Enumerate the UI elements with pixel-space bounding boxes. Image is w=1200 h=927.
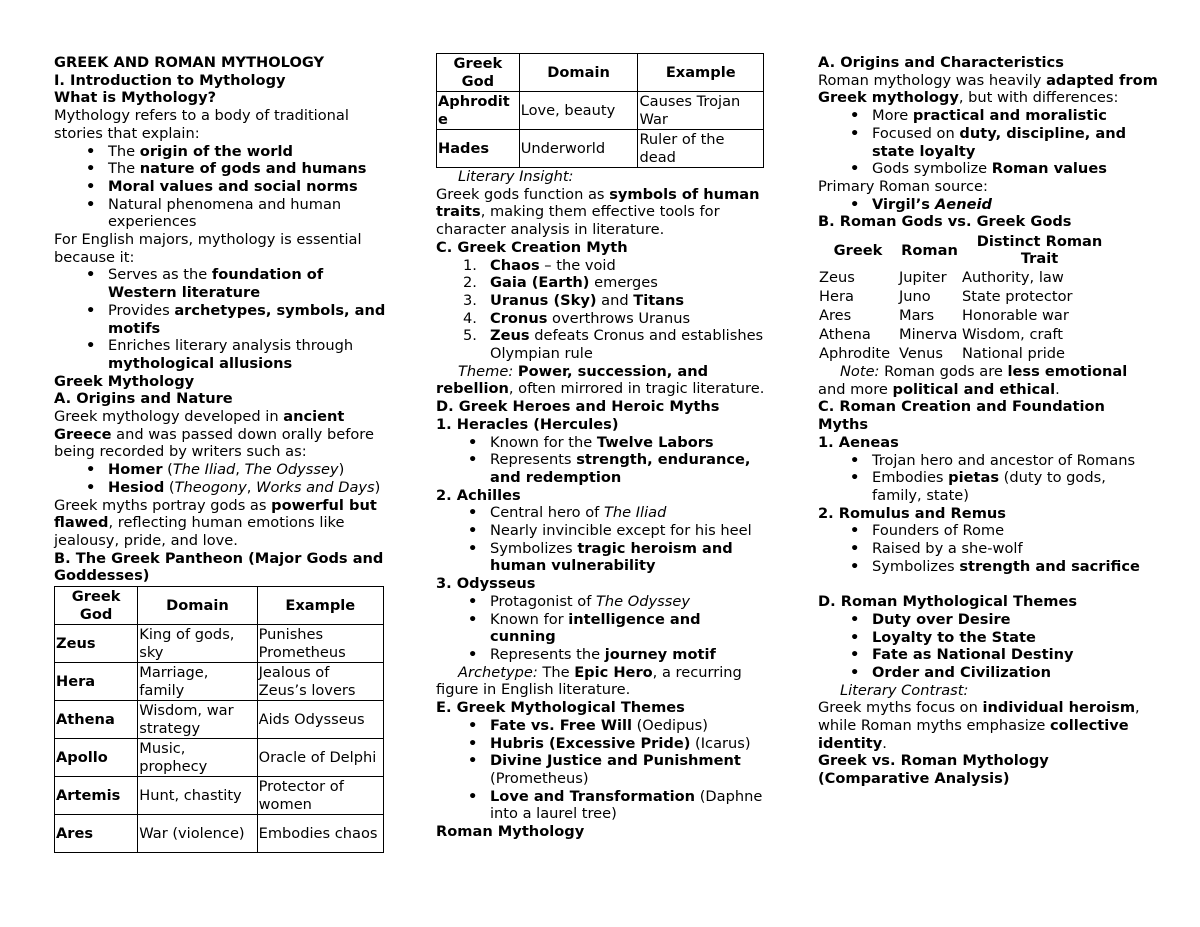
table-cell: Minerva xyxy=(899,326,958,344)
aeneas-heading: 1. Aeneas xyxy=(818,433,899,451)
what-heading: What is Mythology? xyxy=(54,89,217,107)
table-cell: Hera xyxy=(55,663,138,701)
heroes-heading: D. Greek Heroes and Heroic Myths xyxy=(436,398,720,416)
list-item: • Provides archetypes, symbols, and motifs xyxy=(54,302,390,337)
list-item: • Raised by a she-wolf xyxy=(818,540,1158,558)
pantheon-table xyxy=(54,586,384,853)
table-row xyxy=(55,739,384,777)
table-cell: Athena xyxy=(55,701,138,739)
table-cell: Wisdom, war strategy xyxy=(138,701,257,739)
list-item: • Represents strength, endurance, and redemption xyxy=(436,451,768,486)
romulus-heading: 2. Romulus and Remus xyxy=(818,504,1006,522)
essential-list xyxy=(54,266,390,372)
list-item: • Virgil’s Aeneid xyxy=(818,196,1158,214)
list-item: • Embodies pietas (duty to gods, family, state) xyxy=(818,469,1158,504)
table-row xyxy=(818,287,1118,306)
column-1 xyxy=(54,54,390,853)
table-header-row xyxy=(55,587,384,625)
source-list xyxy=(818,196,1158,214)
table-row xyxy=(55,701,384,739)
table-row xyxy=(437,130,764,168)
list-item: • Symbolizes tragic heroism and human vulnerability xyxy=(436,540,768,575)
themes-list xyxy=(436,717,768,823)
themes-heading: E. Greek Mythological Themes xyxy=(436,699,685,717)
table-row xyxy=(55,625,384,663)
table-header: Greek God xyxy=(437,54,520,92)
list-item: 1. Chaos – the void xyxy=(463,256,616,274)
list-item: • The origin of the world xyxy=(54,143,390,161)
table-row xyxy=(437,92,764,130)
list-item: • Trojan hero and ancestor of Romans xyxy=(818,452,1158,470)
list-item: 4. Cronus overthrows Uranus xyxy=(463,309,691,327)
archetype-text: Archetype: The Epic Hero, a recurring figure in English literature. xyxy=(436,663,742,699)
table-cell: Ares xyxy=(819,307,852,325)
table-row xyxy=(55,663,384,701)
table-header: Example xyxy=(638,54,764,92)
list-item: • Order and Civilization xyxy=(818,664,1158,682)
roman-themes-heading: D. Roman Mythological Themes xyxy=(818,593,1078,611)
aeneas-list xyxy=(818,452,1158,505)
list-item: • Duty over Desire xyxy=(818,611,1158,629)
list-item: • The nature of gods and humans xyxy=(54,160,390,178)
table-cell: Hera xyxy=(819,288,854,306)
table-row xyxy=(55,777,384,815)
intro-heading: I. Introduction to Mythology xyxy=(54,71,286,89)
roman-creation-heading: C. Roman Creation and Foundation Myths xyxy=(818,398,1105,434)
origins-heading: A. Origins and Nature xyxy=(54,390,233,408)
list-item: • Focused on duty, discipline, and state loyalty xyxy=(818,125,1158,160)
list-item: 3. Uranus (Sky) and Titans xyxy=(463,291,685,309)
table-cell: Aphrodite xyxy=(819,345,891,363)
pantheon-heading: B. The Greek Pantheon (Major Gods and Goddesses) xyxy=(54,549,384,585)
table-cell: Athena xyxy=(819,326,871,344)
table-cell: Ruler of the dead xyxy=(638,130,764,168)
table-header: Roman xyxy=(901,241,958,259)
roman-origins-heading: A. Origins and Characteristics xyxy=(818,54,1064,71)
heracles-heading: 1. Heracles (Hercules) xyxy=(436,415,619,433)
table-cell: Ares xyxy=(55,815,138,853)
table-cell: Artemis xyxy=(55,777,138,815)
contrast-text: Greek myths focus on individual heroism, while Roman myths emphasize collective identity. xyxy=(818,699,1140,752)
list-item: • Homer (The Iliad, The Odyssey) xyxy=(54,461,390,479)
list-item: • Known for the Twelve Labors xyxy=(436,434,768,452)
table-cell: Authority, law xyxy=(962,269,1064,287)
table-cell: Honorable war xyxy=(962,307,1069,325)
origins-text: Greek mythology developed in ancient Greece and was passed down orally before being recorded by writers such as: xyxy=(54,408,374,461)
portray-text: Greek myths portray gods as powerful but flawed, reflecting human emotions like jealousy, pride, and love. xyxy=(54,496,377,549)
list-item: • Represents the journey motif xyxy=(436,646,768,664)
pantheon-table-continued xyxy=(436,53,764,168)
list-item: • Gods symbolize Roman values xyxy=(818,160,1158,178)
greek-heading: Greek Mythology xyxy=(54,372,195,390)
roman-origins-text: Roman mythology was heavily adapted from Greek mythology, but with differences: xyxy=(818,71,1158,107)
odysseus-list xyxy=(436,593,768,664)
list-item: • Hubris (Excessive Pride) (Icarus) xyxy=(436,735,768,753)
explain-list xyxy=(54,143,390,232)
table-cell: Hunt, chastity xyxy=(138,777,257,815)
table-cell: Aphrodite xyxy=(437,92,520,130)
list-item: • More practical and moralistic xyxy=(818,107,1158,125)
table-cell: Zeus xyxy=(819,269,855,287)
table-cell: Marriage, family xyxy=(138,663,257,701)
table-row xyxy=(818,344,1118,363)
table-header-row xyxy=(437,54,764,92)
table-cell: Embodies chaos xyxy=(257,815,383,853)
list-item: • Fate as National Destiny xyxy=(818,646,1158,664)
table-cell: Mars xyxy=(899,307,935,325)
what-text: Mythology refers to a body of traditional stories that explain: xyxy=(54,107,349,142)
table-cell: Music, prophecy xyxy=(138,739,257,777)
list-item: • Fate vs. Free Will (Oedipus) xyxy=(436,717,768,735)
gods-comparison-table xyxy=(818,232,1118,363)
column-2 xyxy=(436,53,768,841)
table-cell: Hades xyxy=(437,130,520,168)
table-cell: Love, beauty xyxy=(519,92,638,130)
table-row xyxy=(818,268,1118,287)
list-item: • Natural phenomena and human experiences xyxy=(54,196,390,231)
list-item: • Protagonist of The Odyssey xyxy=(436,593,768,611)
table-cell: Jupiter xyxy=(899,269,947,287)
table-cell: Underworld xyxy=(519,130,638,168)
table-cell: Venus xyxy=(899,345,943,363)
table-cell: Zeus xyxy=(55,625,138,663)
list-item: • Symbolizes strength and sacrifice xyxy=(818,558,1158,576)
table-cell: Oracle of Delphi xyxy=(257,739,383,777)
table-cell: Aids Odysseus xyxy=(257,701,383,739)
table-header: Greek God xyxy=(55,587,138,625)
list-item: 2. Gaia (Earth) emerges xyxy=(463,274,658,292)
list-item: • Founders of Rome xyxy=(818,522,1158,540)
table-row xyxy=(818,325,1118,344)
list-item: 5. Zeus defeats Cronus and establishes Olympian rule xyxy=(463,327,764,363)
table-cell: Causes Trojan War xyxy=(638,92,764,130)
romulus-list xyxy=(818,522,1158,575)
table-header: Example xyxy=(257,587,383,625)
note-text: Note: Roman gods are less emotional and more political and ethical. xyxy=(818,363,1128,398)
roman-heading: Roman Mythology xyxy=(436,823,585,841)
roman-themes-list xyxy=(818,611,1158,682)
list-item: • Hesiod (Theogony, Works and Days) xyxy=(54,479,390,497)
table-cell: Wisdom, craft xyxy=(962,326,1064,344)
column-3 xyxy=(818,54,1158,788)
differences-list xyxy=(818,107,1158,178)
table-header: Greek xyxy=(833,241,883,259)
table-row xyxy=(818,306,1118,325)
list-item: • Divine Justice and Punishment (Prometheus) xyxy=(436,752,768,787)
document-title: GREEK AND ROMAN MYTHOLOGY xyxy=(54,54,325,71)
table-cell: National pride xyxy=(962,345,1066,363)
vs-heading: B. Roman Gods vs. Greek Gods xyxy=(818,213,1072,231)
table-cell: King of gods, sky xyxy=(138,625,257,663)
comparative-heading: Greek vs. Roman Mythology (Comparative Analysis) xyxy=(818,752,1049,788)
list-item: • Nearly invincible except for his heel xyxy=(436,522,768,540)
source-text: Primary Roman source: xyxy=(818,177,988,195)
list-item: • Loyalty to the State xyxy=(818,629,1158,647)
table-header: Distinct Roman Trait xyxy=(976,233,1103,268)
table-cell: Jealous of Zeus’s lovers xyxy=(257,663,383,701)
table-header: Domain xyxy=(138,587,257,625)
achilles-list xyxy=(436,504,768,575)
table-cell: Punishes Prometheus xyxy=(257,625,383,663)
heracles-list xyxy=(436,434,768,487)
table-header-row xyxy=(818,232,1118,268)
table-cell: War (violence) xyxy=(138,815,257,853)
list-item: • Enriches literary analysis through mythological allusions xyxy=(54,337,390,372)
achilles-heading: 2. Achilles xyxy=(436,486,521,504)
insight-label: Literary Insight: xyxy=(458,168,574,185)
english-text: For English majors, mythology is essential because it: xyxy=(54,231,362,266)
insight-text: Greek gods function as symbols of human traits, making them effective tools for character analysis in literature. xyxy=(436,185,760,239)
theme-text: Theme: Power, succession, and rebellion, often mirrored in tragic literature. xyxy=(436,362,765,398)
list-item: • Love and Transformation (Daphne into a laurel tree) xyxy=(436,788,768,823)
table-cell: Apollo xyxy=(55,739,138,777)
writers-list xyxy=(54,461,390,496)
odysseus-heading: 3. Odysseus xyxy=(436,575,536,593)
table-cell: Juno xyxy=(899,288,931,306)
contrast-label: Literary Contrast: xyxy=(840,681,969,699)
list-item: • Known for intelligence and cunning xyxy=(436,611,768,646)
table-cell: State protector xyxy=(962,288,1073,306)
table-header: Domain xyxy=(519,54,638,92)
list-item: • Moral values and social norms xyxy=(54,178,390,196)
table-cell: Protector of women xyxy=(257,777,383,815)
list-item: • Serves as the foundation of Western literature xyxy=(54,266,390,301)
creation-list xyxy=(436,257,768,363)
creation-heading: C. Greek Creation Myth xyxy=(436,238,628,256)
table-row xyxy=(55,815,384,853)
list-item: • Central hero of The Iliad xyxy=(436,504,768,522)
